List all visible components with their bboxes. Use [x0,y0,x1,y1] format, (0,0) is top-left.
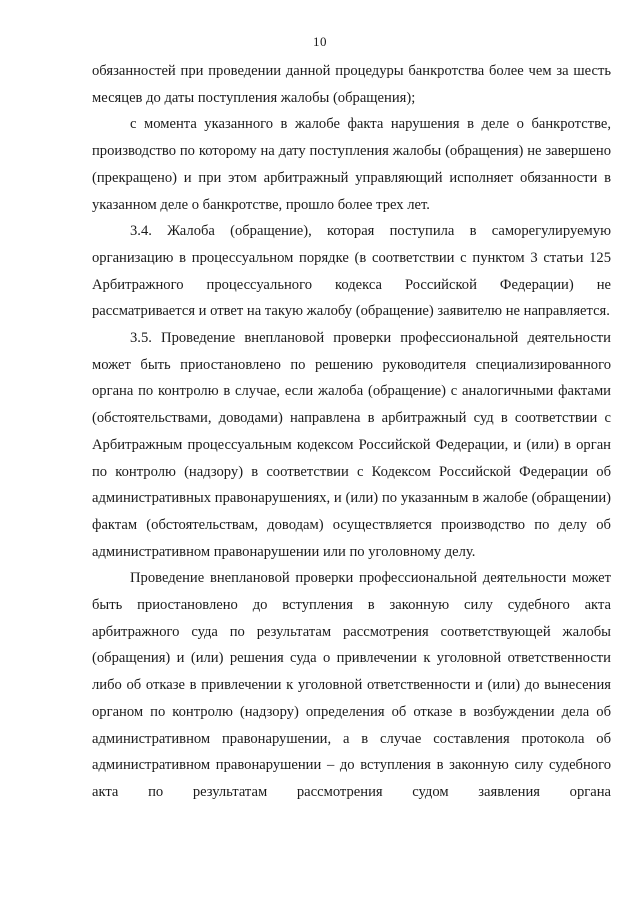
paragraph-1: обязанностей при проведении данной процедуры банкротства более чем за шесть месяцев до даты поступления жалобы (обращения); [92,63,611,106]
paragraph-3-4: 3.4. Жалоба (обращение), которая поступила в саморегулируемую организацию в процессуальном порядке (в соответствии с пунктом 3 статьи 125 Арбитражного процессуального кодекса Российской Федерации) не рассматривается и ответ на такую жалобу (обращение) заявителю не направляется. [92,223,611,320]
document-body [92,58,611,806]
page-number: 10 [313,34,327,49]
paragraph-3-5: 3.5. Проведение внеплановой проверки профессиональной деятельности может быть приостановлено по решению руководителя специализированного органа по контролю в случае, если жалоба (обращение) с аналогичными фактами (обстоятельствами, доводами) направлена в арбитражный суд в соответствии с Арбитражным процессуальным кодексом Российской Федерации, и (или) в орган по контролю (надзору) в соответствии с Кодексом Российской Федерации об административных правонарушениях, и (или) по указанным в жалобе (обращении) фактам (обстоятельствам, доводам) осуществляется производство по делу об административном правонарушении или по уголовному делу. [92,330,611,560]
paragraph-suspension: Проведение внеплановой проверки профессиональной деятельности может быть приостановлено до вступления в законную силу судебного акта арбитражного суда по результатам рассмотрения соответствующей жалобы (обращения) и (или) решения суда о привлечении к уголовной ответственности либо об отказе в привлечении к уголовной ответственности и (или) до вынесения органом по контролю (надзору) определения об отказе в возбуждении дела об административном правонарушении, а в случае составления протокола об административном правонарушении – до вступления в законную силу судебного акта по результатам рассмотрения судом заявления органа [92,570,611,800]
paragraph-2: с момента указанного в жалобе факта нарушения в деле о банкротстве, производство по которому на дату поступления жалобы (обращения) не завершено (прекращено) и при этом арбитражный управляющий исполняет обязанности в указанном деле о банкротстве, прошло более трех лет. [92,116,611,213]
